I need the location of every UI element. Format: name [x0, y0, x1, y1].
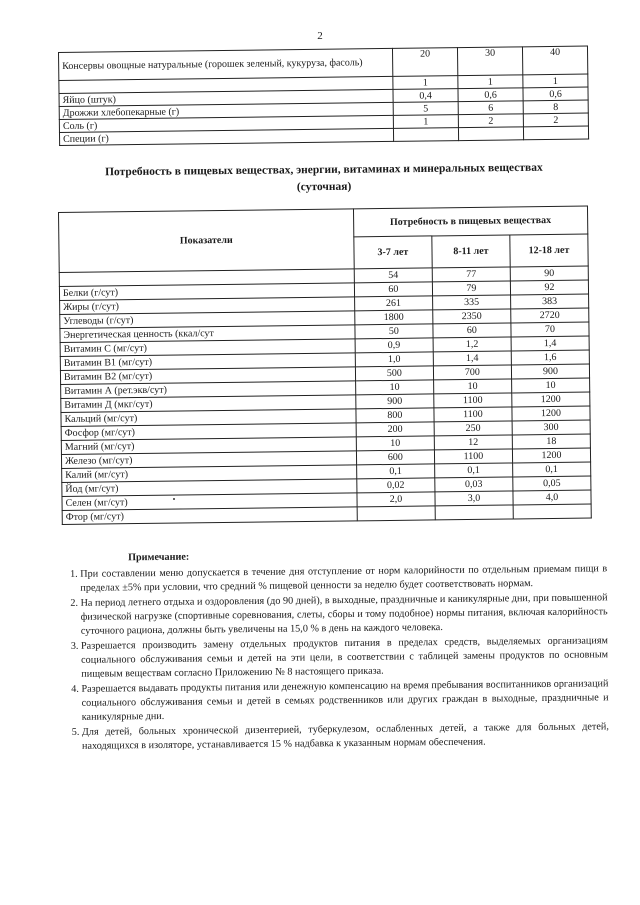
value-cell-1: 0,02 — [357, 478, 435, 493]
value-cell-2: 1,2 — [433, 337, 511, 352]
value-cell-1: 800 — [356, 408, 434, 423]
value-cell-2: 1100 — [434, 393, 512, 408]
value-cell-1: 0,4 — [393, 89, 458, 103]
row-name-cell: Консервы овощные натуральные (горошек зеленый, кукуруза, фасоль) — [59, 48, 393, 80]
value-cell-3: 1200 — [512, 448, 590, 463]
header-needs-group: Потребность в пищевых веществах — [353, 206, 587, 237]
value-cell-1: 5 — [393, 102, 458, 116]
value-cell-2: 0,03 — [435, 477, 513, 492]
section-title — [60, 159, 588, 199]
value-cell-1: 1800 — [355, 310, 433, 325]
value-cell-2: 79 — [432, 281, 510, 296]
value-cell-3 — [523, 126, 588, 140]
row-name-cell: Белки (г/сут) — [59, 283, 354, 301]
value-cell-3: 2 — [523, 113, 588, 127]
row-name-cell: Селен (мг/сут) — [62, 493, 357, 511]
value-cell-1: 1,0 — [355, 352, 433, 367]
value-cell-1: 261 — [354, 296, 432, 311]
value-cell-3: 0,6 — [523, 87, 588, 101]
row-name-cell: Кальций (мг/сут) — [61, 409, 356, 427]
value-cell-3: 40 — [522, 46, 587, 75]
value-cell-2: 250 — [434, 421, 512, 436]
value-cell-1: 200 — [356, 422, 434, 437]
row-name-cell: Витамин Д (мкг/сут) — [61, 395, 356, 413]
value-cell-1: 60 — [354, 282, 432, 297]
value-cell-3: 4,0 — [513, 490, 591, 505]
value-cell-1: 50 — [355, 324, 433, 339]
row-name-cell: Дрожжи хлебопекарные (г) — [59, 102, 393, 119]
row-name-cell: Железо (мг/сут) — [61, 451, 356, 469]
note-item-5: 5. Для детей, больных хронической дизентерией, туберкулезом, ослабленных детей, а также для больных детей, находящихся в изоляторе, устанавливается 15 % надбавка к указанным нормам обеспечения. — [82, 720, 609, 754]
value-cell-2: 12 — [434, 435, 512, 450]
section-title-line1: Потребность в пищевых веществах, энергии, витаминах и минеральных веществах — [104, 161, 543, 179]
row-name-cell: Соль (г) — [59, 115, 393, 132]
row-name-cell: Фтор (мг/сут) — [62, 507, 357, 525]
value-cell-3: 92 — [510, 280, 588, 295]
value-cell-2 — [458, 127, 523, 141]
value-cell-2: 10 — [433, 379, 511, 394]
value-cell-1: 10 — [356, 436, 434, 451]
value-cell-1: 54 — [354, 268, 432, 283]
value-cell-2: 0,1 — [434, 463, 512, 478]
value-cell-2: 77 — [432, 267, 510, 282]
value-cell-1: 600 — [356, 450, 434, 465]
header-indicators: Показатели — [59, 209, 355, 273]
value-cell-1: 20 — [392, 48, 457, 77]
row-name-cell: Витамин А (рет.экв/сут) — [61, 381, 356, 399]
value-cell-3: 18 — [512, 434, 590, 449]
value-cell-3: 8 — [523, 100, 588, 114]
note-item-2: 2. На период летнего отдыха и оздоровления (до 90 дней), в выходные, праздничные и каникулярные дни, при повышенной физической нагрузке (спортивные соревнования, слеты, сборы и тому подобное) нормы питания, включая калорийность суточного рациона, должны быть увеличены на 15,0 % в день на каждого человека. — [80, 591, 607, 639]
note-item-3: 3. Разрешается производить замену отдельных продуктов питания в пределах средств, выделяемых организациям социального обслуживания семьи и детей на эти цели, в соответствии с таблицей замены продуктов по основным пищевым веществам согласно Приложению № 8 настоящего приказа. — [81, 634, 608, 682]
value-cell-3: 0,1 — [513, 462, 591, 477]
row-name-cell: Витамин С (мг/сут) — [60, 339, 355, 357]
value-cell-3: 90 — [510, 266, 588, 281]
value-cell-1: 2,0 — [357, 492, 435, 507]
value-cell-3: 1 — [523, 74, 588, 88]
row-name-cell: Витамин B2 (мг/сут) — [60, 367, 355, 385]
value-cell-3: 0,05 — [513, 476, 591, 491]
value-cell-2: 30 — [457, 47, 522, 76]
value-cell-1: 1 — [393, 76, 458, 90]
value-cell-2: 700 — [433, 365, 511, 380]
value-cell-1: 900 — [356, 394, 434, 409]
value-cell-3: 1,6 — [511, 350, 589, 365]
value-cell-1: 500 — [355, 366, 433, 381]
value-cell-1: 0,1 — [356, 464, 434, 479]
value-cell-2: 2 — [458, 114, 523, 128]
value-cell-1: 10 — [355, 380, 433, 395]
row-name-cell: Фосфор (мг/сут) — [61, 423, 356, 441]
value-cell-2: 1 — [458, 75, 523, 89]
header-age-3-7: 3-7 лет — [354, 236, 432, 269]
value-cell-2: 335 — [432, 295, 510, 310]
value-cell-3 — [513, 504, 591, 519]
value-cell-2: 60 — [433, 323, 511, 338]
row-name-cell: Витамин B1 (мг/сут) — [60, 353, 355, 371]
row-name-cell: Йод (мг/сут) — [62, 479, 357, 497]
value-cell-2: 1100 — [434, 407, 512, 422]
food-products-table — [58, 46, 589, 146]
note-item-4: 4. Разрешается выдавать продукты питания или денежную компенсацию на время пребывания воспитанников организаций социального обслуживания семьи и детей в семьях родственников или других граждан в выходные, праздничные и каникулярные дни. — [81, 677, 608, 725]
row-name-cell: Углеводы (г/сут) — [60, 311, 355, 329]
value-cell-3: 300 — [512, 420, 590, 435]
value-cell-3: 2720 — [511, 308, 589, 323]
page-number: 2 — [317, 30, 323, 42]
value-cell-2 — [435, 505, 513, 520]
value-cell-2: 0,6 — [458, 88, 523, 102]
row-name-cell: Яйцо (штук) — [59, 89, 393, 106]
value-cell-1 — [393, 128, 458, 142]
row-name-cell: Специи (г) — [59, 128, 393, 145]
row-name-cell: Калий (мг/сут) — [62, 465, 357, 483]
row-name-cell: Магний (мг/сут) — [61, 437, 356, 455]
stray-dot-mark — [173, 498, 175, 500]
header-age-12-18: 12-18 лет — [510, 234, 588, 267]
row-name-cell: Энергетическая ценность (ккал/сут — [60, 325, 355, 343]
value-cell-3: 1,4 — [511, 336, 589, 351]
value-cell-3: 1200 — [512, 392, 590, 407]
nutrient-needs-table — [58, 206, 592, 525]
value-cell-3: 10 — [511, 378, 589, 393]
notes-section — [62, 546, 609, 755]
header-age-8-11: 8-11 лет — [432, 235, 510, 268]
value-cell-2: 3,0 — [435, 491, 513, 506]
value-cell-1: 0,9 — [355, 338, 433, 353]
notes-list — [62, 562, 609, 754]
value-cell-3: 1200 — [512, 406, 590, 421]
row-name-cell: Жиры (г/сут) — [60, 297, 355, 315]
value-cell-3: 383 — [510, 294, 588, 309]
value-cell-2: 6 — [458, 101, 523, 115]
value-cell-3: 70 — [511, 322, 589, 337]
value-cell-1 — [357, 506, 435, 521]
value-cell-1: 1 — [393, 115, 458, 129]
value-cell-3: 900 — [511, 364, 589, 379]
section-title-line2: (суточная) — [296, 180, 352, 194]
notes-title: Примечание: — [128, 551, 190, 564]
value-cell-2: 1,4 — [433, 351, 511, 366]
value-cell-2: 2350 — [433, 309, 511, 324]
note-item-1: 1. При составлении меню допускается в течение дня отступление от норм калорийности по отдельным приемам пищи в пределах ±5% при условии, что средний % пищевой ценности за неделю будет соответствовать нормам. — [80, 562, 607, 596]
value-cell-2: 1100 — [434, 449, 512, 464]
